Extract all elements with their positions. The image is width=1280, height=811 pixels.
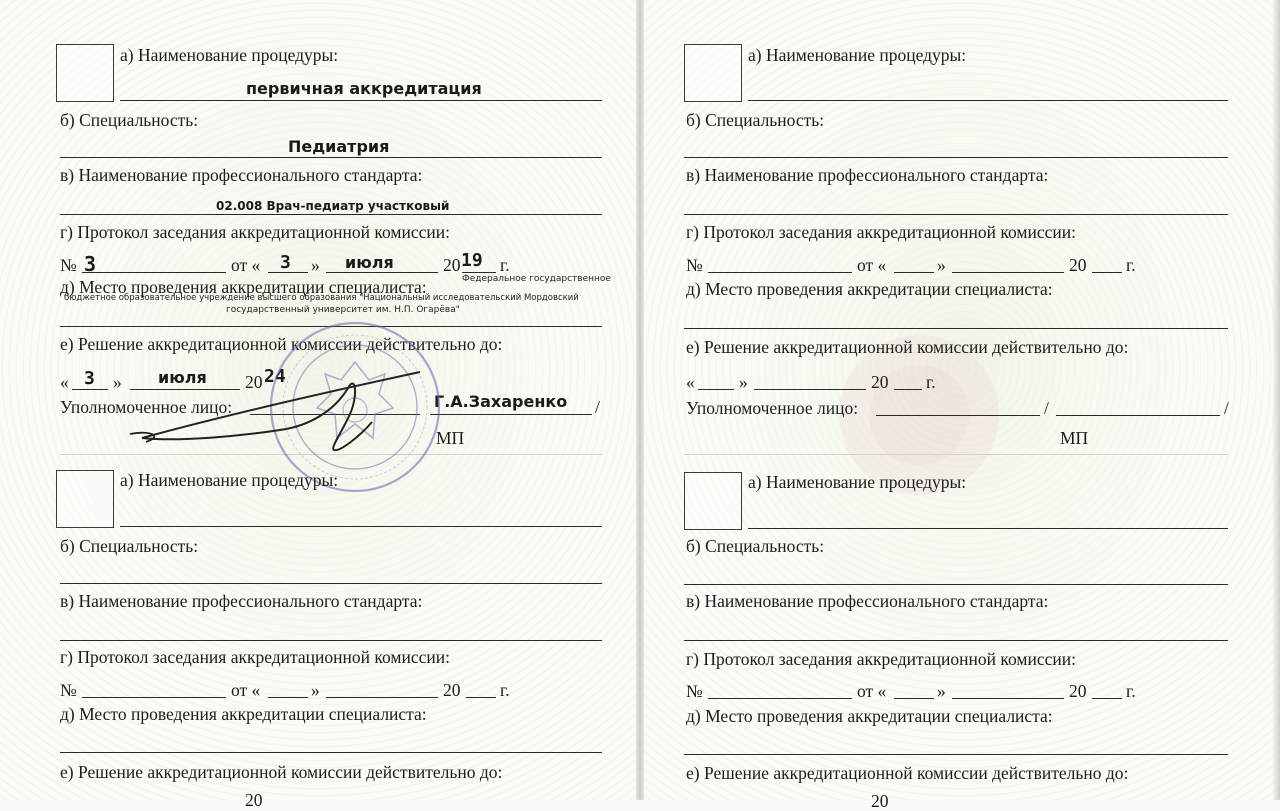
- entry1-end-slash: /: [595, 397, 600, 417]
- entry4-procedure-line: [748, 528, 1228, 529]
- entry1-protocol-number: 3: [84, 252, 97, 276]
- page-edge-shadow: [1272, 0, 1280, 800]
- entry3-day-line: [894, 272, 934, 273]
- entry2-from-label: от «: [231, 680, 261, 700]
- entry2-place-label: д) Место проведения аккредитации специалиста:: [60, 704, 427, 724]
- entry4-year-prefix: 20: [1069, 681, 1087, 701]
- entry1-procedure-line: [120, 100, 602, 101]
- entry2-checkbox[interactable]: [56, 470, 114, 528]
- entry3-quote-close: »: [937, 255, 946, 275]
- entry3-place-line: [684, 328, 1228, 329]
- entry2-standard-label: в) Наименование профессионального стандарта:: [60, 591, 423, 611]
- entry3-decision-label: е) Решение аккредитационной комиссии действительно до:: [686, 337, 1129, 357]
- entry1-standard-label: в) Наименование профессионального стандарта:: [60, 165, 423, 185]
- entry1-valid-day-line: [72, 389, 108, 390]
- entry3-valid-month-line: [754, 389, 866, 390]
- entry2-day-line: [268, 697, 308, 698]
- entry1-valid-month: июля: [158, 368, 207, 387]
- entry2-specialty-line: [60, 583, 602, 584]
- entry3-valid-quote-close: »: [739, 372, 748, 392]
- entry3-authorized-label: Уполномоченное лицо:: [686, 398, 859, 418]
- entry2-year-suffix: г.: [500, 680, 510, 700]
- entry4-day-line: [894, 698, 934, 699]
- entry1-from-label: от «: [231, 255, 261, 275]
- entry1-year-suffix: г.: [500, 255, 510, 275]
- entry2-num-line: [82, 697, 226, 698]
- entry3-procedure-line: [748, 100, 1228, 101]
- entry3-place-label: д) Место проведения аккредитации специалиста:: [686, 279, 1053, 299]
- entry1-valid-year-prefix: 20: [245, 372, 263, 392]
- entry3-checkbox[interactable]: [684, 44, 742, 102]
- entry2-year-line: [466, 697, 496, 698]
- entry3-valid-year-line: [894, 389, 922, 390]
- entry1-place-label: д) Место проведения аккредитации специалиста:: [60, 277, 427, 297]
- entry3-num-line: [708, 272, 852, 273]
- entry4-standard-label: в) Наименование профессионального стандарта:: [686, 591, 1049, 611]
- book-fold: [636, 0, 644, 800]
- entry4-specialty-label: б) Специальность:: [686, 536, 825, 556]
- entry4-checkbox[interactable]: [684, 472, 742, 530]
- entry3-protocol-label: г) Протокол заседания аккредитационной комиссии:: [686, 222, 1076, 242]
- entry2-month-line: [326, 697, 438, 698]
- entry4-from-label: от «: [857, 681, 887, 701]
- entry1-standard-value: 02.008 Врач-педиатр участковый: [216, 199, 450, 213]
- entry4-quote-close: »: [937, 681, 946, 701]
- entry3-year-prefix: 20: [1069, 255, 1087, 275]
- entry3-specialty-line: [684, 157, 1228, 158]
- entry1-person: Г.А.Захаренко: [434, 392, 568, 411]
- entry3-divider: [684, 454, 1228, 455]
- entry1-checkbox[interactable]: [56, 44, 114, 102]
- entry2-standard-line: [60, 640, 602, 641]
- entry1-decision-label: е) Решение аккредитационной комиссии действительно до:: [60, 334, 503, 354]
- entry1-protocol-month: июля: [345, 253, 394, 272]
- entry3-specialty-label: б) Специальность:: [686, 110, 825, 130]
- entry4-num-sign: №: [686, 681, 703, 701]
- entry4-month-line: [952, 698, 1064, 699]
- entry3-num-sign: №: [686, 255, 703, 275]
- entry2-decision-label: е) Решение аккредитационной комиссии действительно до:: [60, 762, 503, 782]
- entry1-place-line2: бюджетное образовательное учреждение высшего образования "Национальный исследовательский Мордовский: [64, 293, 579, 303]
- entry1-quote-close: »: [311, 255, 320, 275]
- entry1-year-line: [462, 272, 496, 273]
- entry4-decision-label: е) Решение аккредитационной комиссии действительно до:: [686, 763, 1129, 783]
- entry3-standard-line: [684, 214, 1228, 215]
- entry2-procedure-label: а) Наименование процедуры:: [120, 470, 339, 490]
- entry4-specialty-line: [684, 584, 1228, 585]
- signature: [120, 370, 430, 460]
- entry4-place-label: д) Место проведения аккредитации специалиста:: [686, 706, 1053, 726]
- right-page: [644, 0, 1280, 811]
- entry3-mid-slash: /: [1044, 398, 1049, 418]
- entry1-standard-line: [60, 214, 602, 215]
- entry2-year-prefix: 20: [443, 680, 461, 700]
- entry4-year-line: [1092, 698, 1122, 699]
- entry3-mp: МП: [1060, 428, 1089, 448]
- entry3-year-suffix: г.: [1126, 255, 1136, 275]
- entry2-place-line: [60, 752, 602, 753]
- entry1-person-line: [430, 414, 592, 415]
- left-page: [0, 0, 636, 810]
- entry3-valid-year-suffix: г.: [926, 372, 936, 392]
- entry1-mp: МП: [436, 428, 465, 448]
- entry4-year-suffix: г.: [1126, 681, 1136, 701]
- entry4-procedure-label: а) Наименование процедуры:: [748, 472, 967, 492]
- entry2-protocol-label: г) Протокол заседания аккредитационной комиссии:: [60, 647, 450, 667]
- entry1-specialty-value: Педиатрия: [288, 137, 390, 156]
- entry1-valid-quote-close: »: [113, 372, 122, 392]
- entry1-specialty-line: [60, 157, 602, 158]
- entry2-num-sign: №: [60, 680, 77, 700]
- entry1-place-line1: Федеральное государственное: [462, 274, 611, 284]
- entry3-standard-label: в) Наименование профессионального стандарта:: [686, 165, 1049, 185]
- entry3-valid-open-quote: «: [686, 372, 695, 392]
- entry3-procedure-label: а) Наименование процедуры:: [748, 45, 967, 65]
- entry4-standard-line: [684, 640, 1228, 641]
- entry1-num-line: [82, 272, 226, 273]
- entry2-valid-year-prefix: 20: [245, 790, 263, 810]
- entry1-protocol-year: 19: [461, 250, 483, 271]
- entry4-protocol-label: г) Протокол заседания аккредитационной комиссии:: [686, 649, 1076, 669]
- entry3-valid-day-line: [698, 389, 734, 390]
- entry2-specialty-label: б) Специальность:: [60, 536, 199, 556]
- entry1-protocol-label: г) Протокол заседания аккредитационной комиссии:: [60, 222, 450, 242]
- entry3-month-line: [952, 272, 1064, 273]
- entry1-year-prefix: 20: [443, 255, 461, 275]
- entry2-procedure-line: [120, 526, 602, 527]
- entry1-authorized-label: Уполномоченное лицо:: [60, 397, 233, 417]
- entry1-procedure-label: а) Наименование процедуры:: [120, 45, 339, 65]
- entry1-num-sign: №: [60, 255, 77, 275]
- entry1-place-line3: государственный университет им. Н.П. Огарёва": [226, 305, 460, 315]
- entry4-valid-year-prefix: 20: [871, 791, 889, 811]
- entry1-specialty-label: б) Специальность:: [60, 110, 199, 130]
- entry3-from-label: от «: [857, 255, 887, 275]
- entry4-place-line: [684, 754, 1228, 755]
- entry4-num-line: [708, 698, 852, 699]
- entry3-person-line: [1056, 415, 1220, 416]
- entry1-month-line: [326, 272, 438, 273]
- entry3-signature-line: [876, 415, 1040, 416]
- entry1-valid-open-quote: «: [60, 372, 69, 392]
- entry1-valid-day: 3: [84, 368, 95, 389]
- entry2-quote-close: »: [311, 680, 320, 700]
- entry3-valid-year-prefix: 20: [871, 372, 889, 392]
- entry3-year-line: [1092, 272, 1122, 273]
- entry1-protocol-day: 3: [280, 252, 291, 273]
- entry1-valid-year: 24: [264, 366, 286, 387]
- entry1-procedure-value: первичная аккредитация: [246, 79, 482, 98]
- entry3-end-slash: /: [1224, 398, 1229, 418]
